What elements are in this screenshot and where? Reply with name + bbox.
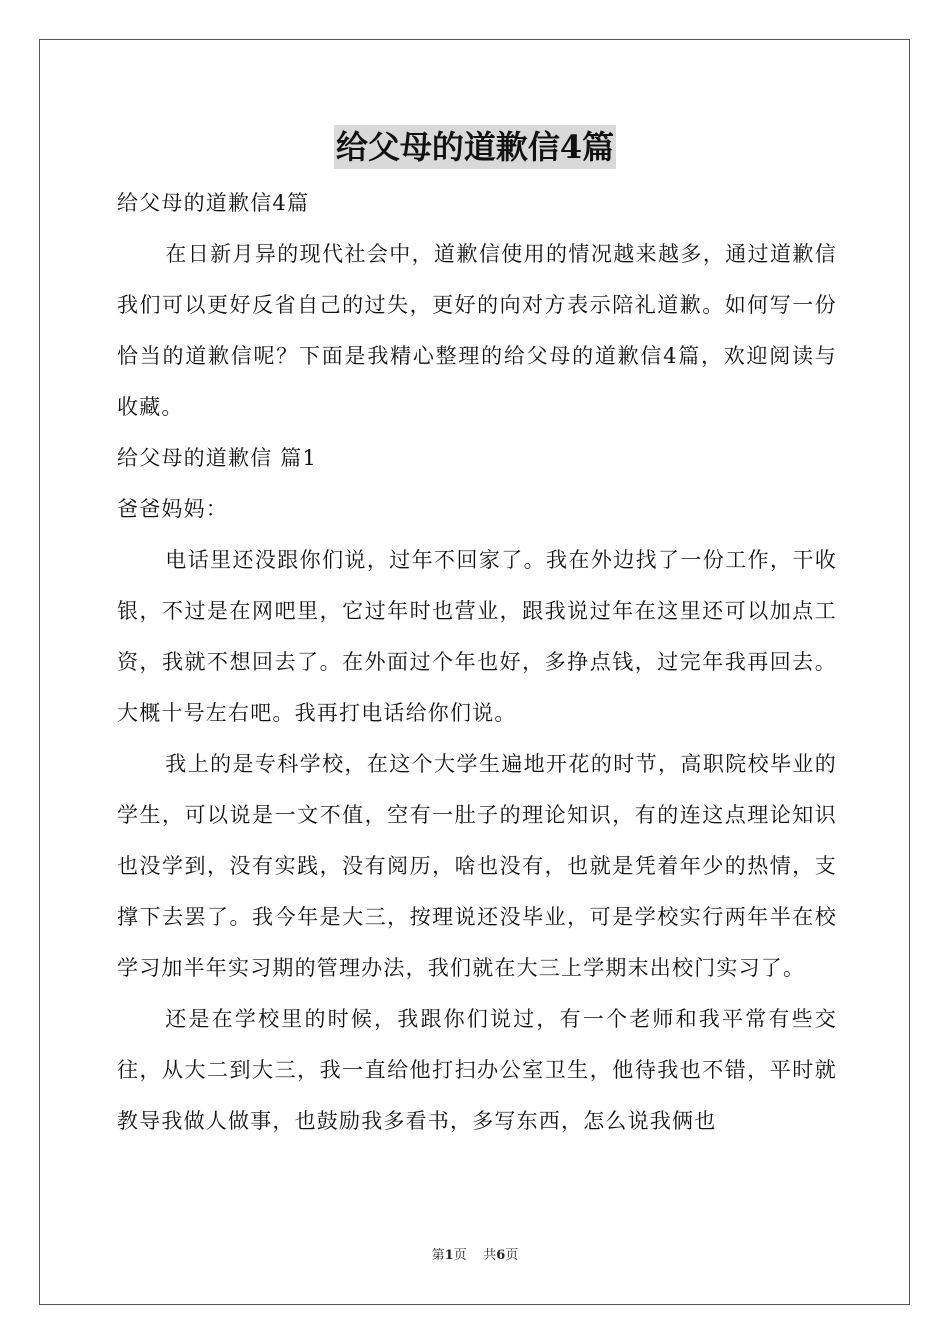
body-paragraph-2: 我上的是专科学校，在这个大学生遍地开花的时节，高职院校毕业的学生，可以说是一文不值，空有一肚子的理论知识，有的连这点理论知识也没学到，没有实践，没有阅历，啥也没有，也就是凭着年少的热情，支撑下去罢了。我今年是大三，按理说还没毕业，可是学校实行两年半在校学习加半年实习期的管理办法，我们就在大三上学期末出校门实习了。 — [117, 752, 837, 980]
section-heading: 给父母的道歉信 篇1 — [117, 446, 318, 470]
salutation: 爸爸妈妈： — [117, 497, 228, 521]
page-prefix: 第 — [431, 1248, 445, 1263]
intro-paragraph: 在日新月异的现代社会中，道歉信使用的情况越来越多，通过道歉信我们可以更好反省自己的过失，更好的向对方表示陪礼道歉。如何写一份恰当的道歉信呢？下面是我精心整理的给父母的道歉信4篇，欢迎阅读与收藏。 — [117, 242, 837, 419]
body-paragraph-3: 还是在学校里的时候，我跟你们说过，有一个老师和我平常有些交往，从大二到大三，我一直给他打扫办公室卫生，他待我也不错，平时就教导我做人做事，也鼓励我多看书，多写东西，怎么说我俩也 — [117, 1007, 837, 1133]
total-suffix: 页 — [505, 1248, 519, 1263]
title-container — [0, 125, 950, 169]
body-paragraph-1: 电话里还没跟你们说，过年不回家了。我在外边找了一份工作，干收银，不过是在网吧里，它过年时也营业，跟我说过年在这里还可以加点工资，我就不想回去了。在外面过个年也好，多挣点钱，过完年我再回去。大概十号左右吧。我再打电话给你们说。 — [117, 548, 837, 725]
total-pages: 6 — [496, 1248, 506, 1263]
page-footer — [0, 1247, 950, 1265]
document-subtitle: 给父母的道歉信4篇 — [117, 191, 310, 215]
page-suffix: 页 — [453, 1248, 467, 1263]
document-title: 给父母的道歉信4篇 — [334, 125, 616, 169]
total-prefix: 共 — [483, 1248, 497, 1263]
page-number: 1 — [444, 1248, 454, 1263]
document-body — [117, 178, 837, 1147]
